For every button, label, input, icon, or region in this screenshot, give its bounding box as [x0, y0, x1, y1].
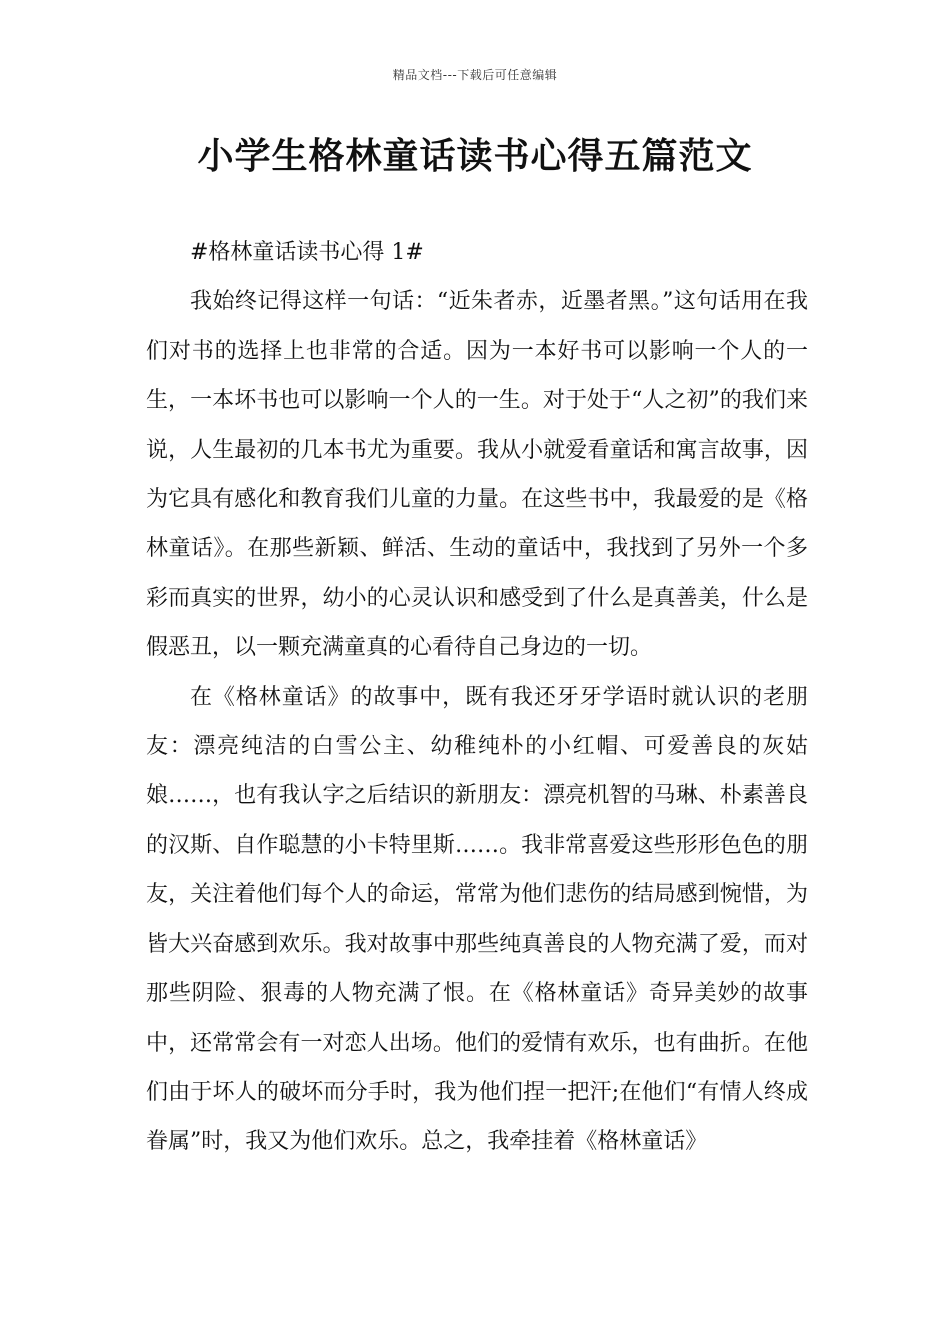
document-body: [146, 228, 808, 1167]
paragraph: 我始终记得这样一句话：“近朱者赤，近墨者黑。”这句话用在我们对书的选择上也非常的合适。因为一本好书可以影响一个人的一生，一本坏书也可以影响一个人的一生。对于处于“人之初”的我们来说，人生最初的几本书尤为重要。我从小就爱看童话和寓言故事，因为它具有感化和教育我们儿童的力量。在这些书中，我最爱的是《格林童话》。在那些新颖、鲜活、生动的童话中，我找到了另外一个多彩而真实的世界，幼小的心灵认识和感受到了什么是真善美，什么是假恶丑，以一颗充满童真的心看待自己身边的一切。: [146, 289, 808, 661]
header-note: 精品文档---下载后可任意编辑: [392, 68, 558, 82]
section-heading: #格林童话读书心得 1#: [190, 240, 424, 265]
paragraph: 在《格林童话》的故事中，既有我还牙牙学语时就认识的老朋友：漂亮纯洁的白雪公主、幼稚纯朴的小红帽、可爱善良的灰姑娘……，也有我认字之后结识的新朋友：漂亮机智的马琳、朴素善良的汉斯、自作聪慧的小卡特里斯……。我非常喜爱这些形形色色的朋友，关注着他们每个人的命运，常常为他们悲伤的结局感到惋惜，为皆大兴奋感到欢乐。我对故事中那些纯真善良的人物充满了爱，而对那些阴险、狠毒的人物充满了恨。在《格林童话》奇异美妙的故事中，还常常会有一对恋人出场。他们的爱情有欢乐，也有曲折。在他们由于坏人的破坏而分手时，我为他们捏一把汗;在他们“有情人终成眷属”时，我又为他们欢乐。总之，我牵挂着《格林童话》: [146, 684, 808, 1155]
document-title: 小学生格林童话读书心得五篇范文: [197, 136, 753, 177]
